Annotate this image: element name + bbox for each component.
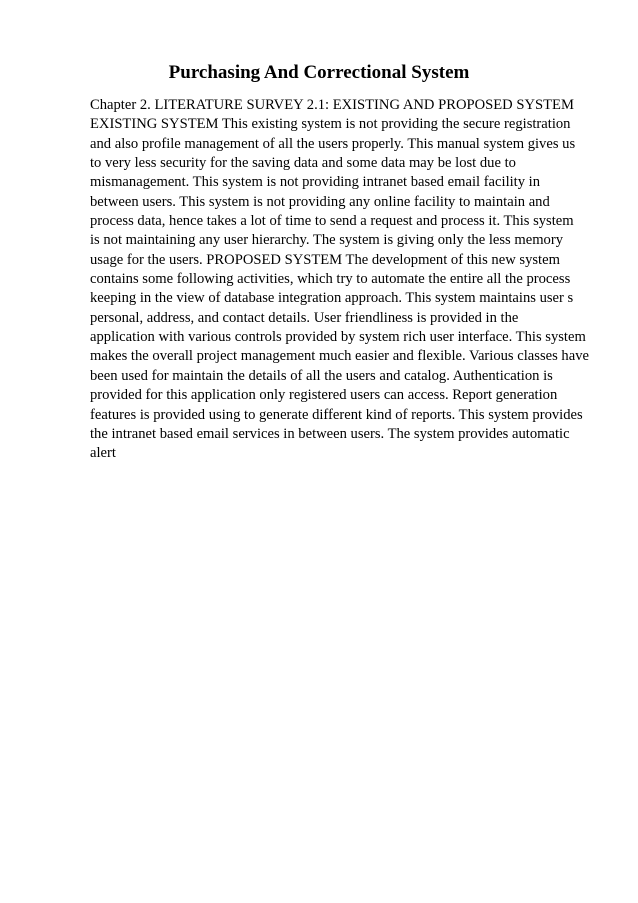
body-line: makes the overall project management much easier and flexible. Various classes have: [90, 348, 589, 365]
body-line: application with various controls provided by system rich user interface. This system: [90, 329, 586, 346]
body-line: provided for this application only registered users can access. Report generation: [90, 387, 558, 404]
body-line: to very less security for the saving data and some data may be lost due to: [90, 155, 516, 172]
body-line: Chapter 2. LITERATURE SURVEY 2.1: EXISTING AND PROPOSED SYSTEM: [90, 97, 574, 113]
document-body: [90, 96, 590, 464]
body-line: EXISTING SYSTEM This existing system is not providing the secure registration: [90, 116, 571, 133]
body-line: is not maintaining any user hierarchy. The system is giving only the less memory: [90, 232, 563, 249]
body-line: process data, hence takes a lot of time to send a request and process it. This system: [90, 213, 574, 230]
body-line: been used for maintain the details of all the users and catalog. Authentication is: [90, 367, 553, 384]
document-title: Purchasing And Correctional System: [168, 62, 470, 83]
body-line: contains some following activities, which try to automate the entire all the process: [90, 271, 571, 288]
body-line: features is provided using to generate different kind of reports. This system provides: [90, 406, 583, 423]
body-line: usage for the users. PROPOSED SYSTEM The development of this new system: [90, 251, 560, 268]
body-line: alert: [90, 445, 116, 462]
body-line: personal, address, and contact details. User friendliness is provided in the: [90, 309, 519, 326]
body-line: mismanagement. This system is not providing intranet based email facility in: [90, 174, 541, 191]
body-line: between users. This system is not providing any online facility to maintain and: [90, 193, 550, 210]
body-line: keeping in the view of database integration approach. This system maintains user s: [90, 290, 574, 307]
body-line: the intranet based email services in between users. The system provides automatic: [90, 425, 570, 442]
body-line: and also profile management of all the users properly. This manual system gives us: [90, 135, 576, 152]
